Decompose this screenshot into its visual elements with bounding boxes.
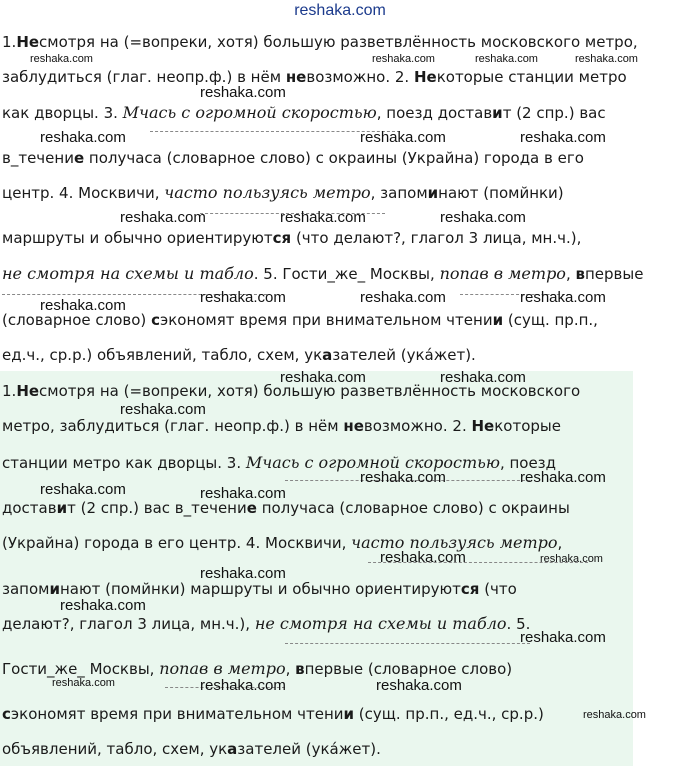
watermark: reshaka.com <box>120 209 206 226</box>
text-line: доставит (2 спр.) вас в_течение получаса (словарное слово) с окраины <box>2 499 570 517</box>
text-line: 1.Несмотря на (=вопреки, хотя) большую разветвлённость московского <box>2 382 581 400</box>
text-line: как дворцы. 3. Мчась с огромной скоростью, поезд доставит (2 спр.) вас <box>2 103 606 122</box>
watermark: reshaka.com <box>280 209 366 226</box>
watermark: reshaka.com <box>60 597 146 614</box>
text-line: станции метро как дворцы. 3. Мчась с огромной скоростью, поезд <box>2 453 557 472</box>
watermark: reshaka.com <box>372 53 435 65</box>
text-line: центр. 4. Москвичи, часто пользуясь метро, запоминают (помйнки) <box>2 183 564 202</box>
watermark: reshaka.com <box>520 129 606 146</box>
watermark: reshaka.com <box>360 129 446 146</box>
text-line: делают?, глагол 3 лица, мн.ч.), не смотря на схемы и табло. 5. <box>2 614 531 633</box>
watermark: reshaka.com <box>120 401 206 418</box>
watermark: reshaka.com <box>575 53 638 65</box>
watermark: reshaka.com <box>380 549 466 566</box>
text-line: метро, заблудиться (глаг. неопр.ф.) в нём невозможно. 2. Некоторые <box>2 417 561 435</box>
watermark: reshaka.com <box>360 469 446 486</box>
watermark: reshaka.com <box>40 297 126 314</box>
text-line: (Украйна) города в его центр. 4. Москвичи, часто пользуясь метро, <box>2 533 563 552</box>
watermark: reshaka.com <box>200 289 286 306</box>
watermark: reshaka.com <box>440 369 526 386</box>
watermark: reshaka.com <box>280 369 366 386</box>
text-line: не смотря на схемы и табло. 5. Гости_же_ Москвы, попав в метро, впервые <box>2 264 644 283</box>
watermark: reshaka.com <box>30 53 93 65</box>
text-line: ед.ч., ср.р.) объявлений, табло, схем, указателей (укáжет). <box>2 346 476 364</box>
watermark: reshaka.com <box>440 209 526 226</box>
text-line: объявлений, табло, схем, указателей (укáжет). <box>2 740 381 758</box>
text-block-answer <box>0 371 633 766</box>
text-line: (словарное слово) сэкономят время при внимательном чтении (сущ. пр.п., <box>2 311 598 329</box>
text-line: в_течение получаса (словарное слово) с окраины (Украйна) города в его <box>2 149 584 167</box>
watermark: reshaka.com <box>200 677 286 694</box>
watermark: reshaka.com <box>520 289 606 306</box>
site-header[interactable]: reshaka.com <box>294 2 386 19</box>
text-line: сэкономят время при внимательном чтении (сущ. пр.п., ед.ч., ср.р.) <box>2 705 544 723</box>
watermark: reshaka.com <box>376 677 462 694</box>
watermark: reshaka.com <box>520 629 606 646</box>
phrase-underline <box>285 643 530 644</box>
watermark: reshaka.com <box>40 481 126 498</box>
text-line: запоминают (помйнки) маршруты и обычно ориентируются (что <box>2 580 517 598</box>
watermark: reshaka.com <box>200 485 286 502</box>
watermark: reshaka.com <box>360 289 446 306</box>
watermark: reshaka.com <box>200 565 286 582</box>
watermark: reshaka.com <box>540 553 603 565</box>
text-line: маршруты и обычно ориентируются (что делают?, глагол 3 лица, мн.ч.), <box>2 229 582 247</box>
watermark: reshaka.com <box>40 129 126 146</box>
text-line: заблудиться (глаг. неопр.ф.) в нём невозможно. 2. Некоторые станции метро <box>2 68 627 86</box>
watermark: reshaka.com <box>475 53 538 65</box>
text-line: 1.Несмотря на (=вопреки, хотя) большую разветвлённость московского метро, <box>2 33 638 51</box>
watermark: reshaka.com <box>52 677 115 689</box>
text-line: Гости_же_ Москвы, попав в метро, впервые (словарное слово) <box>2 659 513 678</box>
watermark: reshaka.com <box>520 469 606 486</box>
watermark: reshaka.com <box>583 709 646 721</box>
text-block-original <box>0 30 680 370</box>
watermark: reshaka.com <box>200 84 286 101</box>
